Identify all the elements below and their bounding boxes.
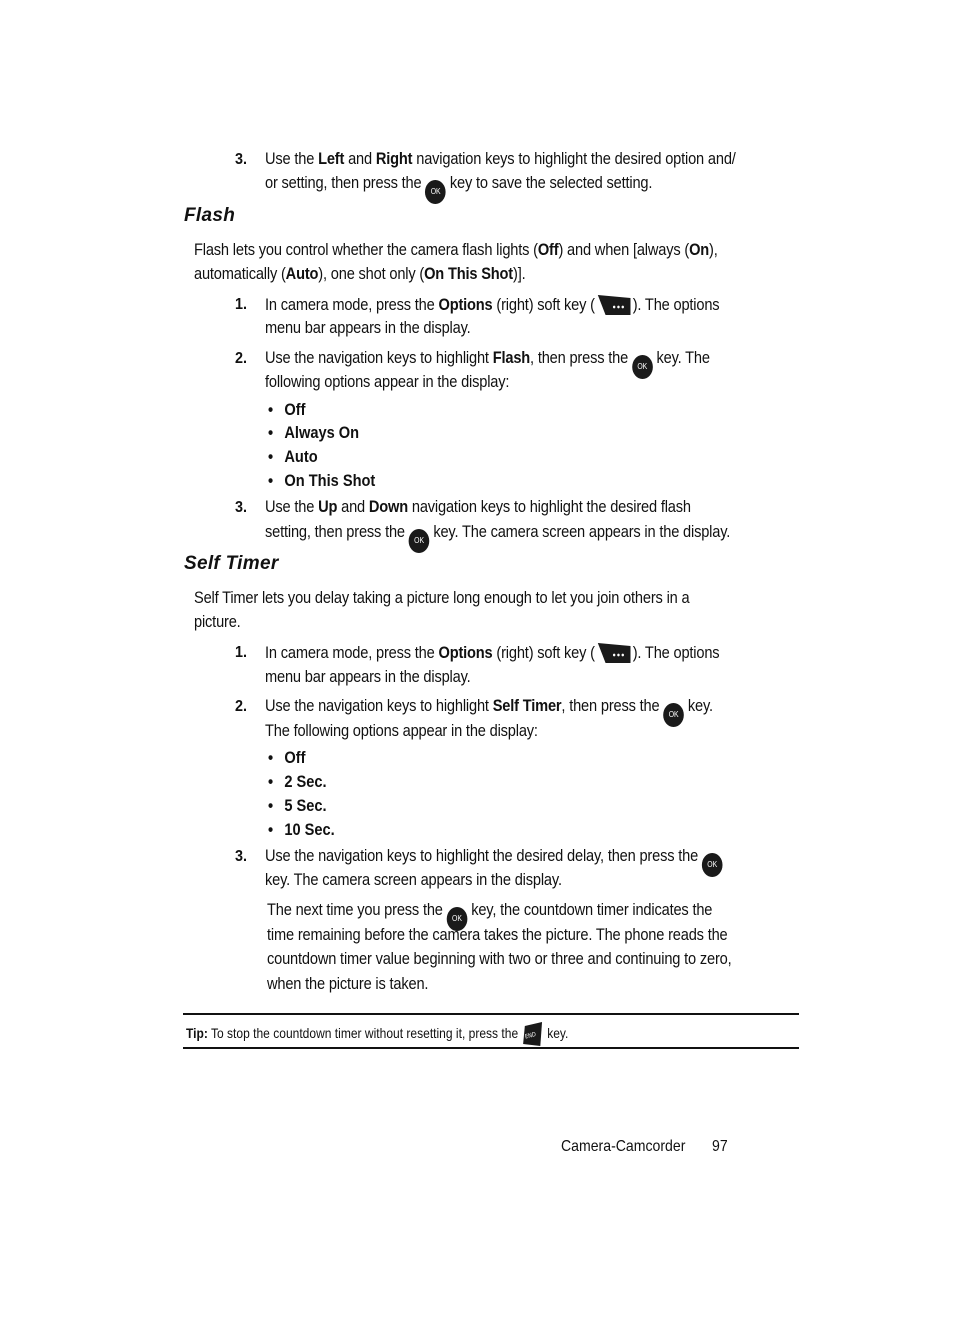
step-text: Use the navigation keys to highlight Flash, then press the OK key. The [265,346,710,379]
list-item: • 2 Sec. [268,772,327,791]
ok-key-icon: OK [447,907,468,931]
ok-key-icon: OK [425,180,446,204]
self-timer-intro: Self Timer lets you delay taking a picture long enough to let you join others in a [194,588,690,607]
footer-section-name: Camera-Camcorder [561,1138,686,1155]
step-number: 1. [235,644,248,661]
page-number: 97 [712,1138,728,1155]
list-item: • 5 Sec. [268,796,327,815]
tip-bottom-rule [183,1047,799,1049]
step-number: 3. [235,848,248,865]
flash-intro: automatically (Auto), one shot only (On This Shot)]. [194,264,526,283]
list-item: • Always On [268,423,360,442]
step-text: Use the navigation keys to highlight the desired delay, then press the OK [265,844,723,877]
svg-text:END: END [524,1031,537,1041]
body-paragraph: time remaining before the camera takes the picture. The phone reads the [267,925,728,944]
step-text: Use the Left and Right navigation keys to highlight the desired option and/ [265,149,736,168]
step-number: 1. [235,296,248,313]
flash-intro: Flash lets you control whether the camera flash lights (Off) and when [always (On), [194,240,718,259]
step-text: key. The camera screen appears in the display. [265,870,562,889]
options-soft-key-icon [595,640,633,666]
tip-top-rule [183,1013,799,1015]
step-text: In camera mode, press the Options (right) soft key ( ). The options [265,292,719,318]
options-soft-key-icon [595,292,633,318]
self-timer-intro: picture. [194,612,241,631]
list-item: • Auto [268,447,318,466]
step-text: setting, then press the OK key. The camera screen appears in the display. [265,520,730,553]
step-number: 2. [235,350,248,367]
list-item: • 10 Sec. [268,820,335,839]
step-text: or setting, then press the OK key to save the selected setting. [265,171,652,204]
section-heading-flash: Flash [184,205,236,226]
tip-note: Tip: To stop the countdown timer without resetting it, press the END key. [186,1020,568,1048]
ok-key-icon: OK [702,853,723,877]
body-paragraph: when the picture is taken. [267,974,429,993]
step-number: 3. [235,151,248,168]
step-text: Use the navigation keys to highlight Self Timer, then press the OK key. [265,694,713,727]
step-text: Use the Up and Down navigation keys to highlight the desired flash [265,497,691,516]
body-paragraph: The next time you press the OK key, the countdown timer indicates the [267,898,712,931]
list-item: • On This Shot [268,471,376,490]
step-text: following options appear in the display: [265,372,510,391]
step-text: In camera mode, press the Options (right) soft key ( ). The options [265,640,719,666]
section-heading-self-timer: Self Timer [184,553,279,574]
step-number: 3. [235,499,248,516]
step-text: menu bar appears in the display. [265,318,471,337]
body-paragraph: countdown timer value beginning with two or three and continuing to zero, [267,949,732,968]
step-number: 2. [235,698,248,715]
list-item: • Off [268,748,306,767]
step-text: menu bar appears in the display. [265,667,471,686]
step-text: The following options appear in the display: [265,721,538,740]
ok-key-icon: OK [663,703,684,727]
list-item: • Off [268,400,306,419]
ok-key-icon: OK [409,529,430,553]
ok-key-icon: OK [632,355,653,379]
end-key-icon [522,1020,544,1048]
